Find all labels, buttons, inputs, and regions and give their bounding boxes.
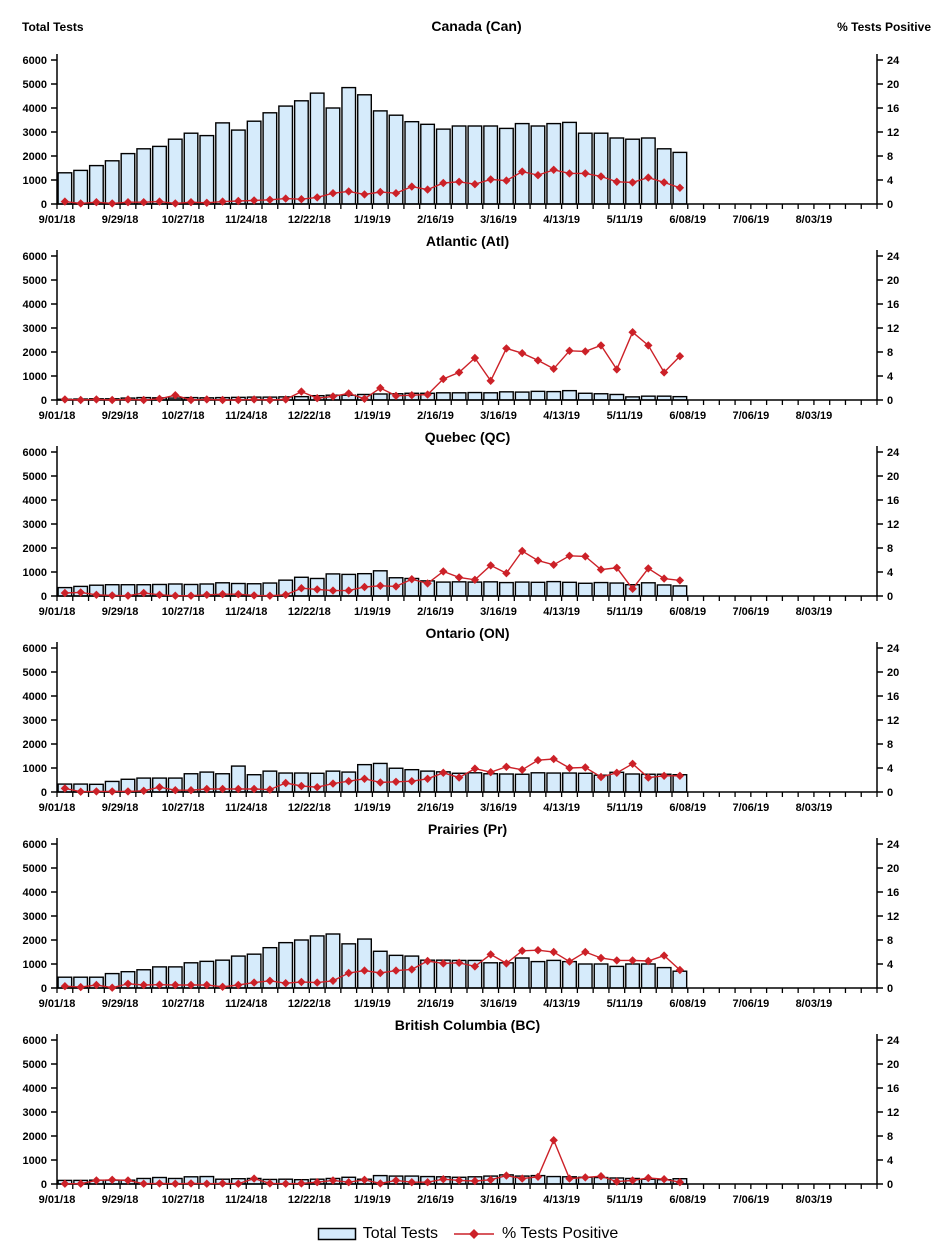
svg-text:1/19/19: 1/19/19 [354,998,391,1010]
svg-text:1/19/19: 1/19/19 [354,606,391,618]
svg-text:20: 20 [887,79,900,91]
svg-text:8/03/19: 8/03/19 [795,1194,833,1206]
svg-text:4/13/19: 4/13/19 [543,606,580,618]
svg-text:7/06/19: 7/06/19 [732,802,770,814]
legend [0,1210,935,1256]
chart-panel-british-columbia [0,1014,935,1210]
svg-text:5/11/19: 5/11/19 [606,802,643,814]
svg-text:6000: 6000 [22,643,47,655]
svg-text:9/01/18: 9/01/18 [38,998,76,1010]
svg-text:3/16/19: 3/16/19 [480,802,517,814]
svg-text:9/29/18: 9/29/18 [101,1194,139,1206]
svg-text:5/11/19: 5/11/19 [606,998,643,1010]
svg-text:16: 16 [887,299,900,311]
svg-text:8/03/19: 8/03/19 [795,410,833,422]
svg-text:2/16/19: 2/16/19 [417,606,454,618]
svg-text:9/01/18: 9/01/18 [38,410,76,422]
svg-text:12: 12 [887,519,900,531]
svg-text:4000: 4000 [22,691,47,703]
svg-text:8: 8 [887,935,894,947]
legend-label-total-tests: Total Tests [362,1225,439,1242]
svg-text:10/27/18: 10/27/18 [161,1194,205,1206]
chart-title-british-columbia: British Columbia (BC) [394,1017,541,1033]
svg-text:12/22/18: 12/22/18 [287,1194,331,1206]
svg-text:2000: 2000 [22,935,47,947]
svg-text:24: 24 [887,1035,900,1047]
svg-text:0: 0 [887,787,894,799]
svg-text:1000: 1000 [22,959,47,971]
svg-text:9/29/18: 9/29/18 [101,214,139,226]
svg-text:2/16/19: 2/16/19 [417,998,454,1010]
svg-text:10/27/18: 10/27/18 [161,214,205,226]
chart-panel-prairies [0,818,935,1014]
svg-text:1000: 1000 [22,567,47,579]
svg-text:4/13/19: 4/13/19 [543,214,580,226]
svg-text:5000: 5000 [22,471,47,483]
svg-text:9/29/18: 9/29/18 [101,606,139,618]
svg-text:5000: 5000 [22,275,47,287]
svg-text:3000: 3000 [22,715,47,727]
left-axis-title: Total Tests [22,20,84,34]
svg-text:2000: 2000 [22,347,47,359]
svg-text:4/13/19: 4/13/19 [543,1194,580,1206]
svg-text:16: 16 [887,495,900,507]
svg-text:24: 24 [887,839,900,851]
svg-text:12/22/18: 12/22/18 [287,214,331,226]
svg-text:7/06/19: 7/06/19 [732,1194,770,1206]
svg-text:7/06/19: 7/06/19 [732,410,770,422]
svg-text:9/01/18: 9/01/18 [38,802,76,814]
svg-text:11/24/18: 11/24/18 [225,214,268,226]
svg-text:8/03/19: 8/03/19 [795,802,833,814]
svg-text:2000: 2000 [22,739,47,751]
svg-text:5000: 5000 [22,1059,47,1071]
chart-panel-atlantic [0,230,935,426]
svg-text:5/11/19: 5/11/19 [606,1194,643,1206]
svg-text:7/06/19: 7/06/19 [732,214,770,226]
svg-text:1/19/19: 1/19/19 [354,1194,391,1206]
svg-text:10/27/18: 10/27/18 [161,998,205,1010]
svg-text:16: 16 [887,1083,900,1095]
svg-text:4: 4 [887,175,894,187]
svg-text:4: 4 [887,1155,894,1167]
chart-header-row [0,0,935,34]
svg-text:5/11/19: 5/11/19 [606,214,643,226]
svg-text:2/16/19: 2/16/19 [417,410,454,422]
chart-panel-ontario [0,622,935,818]
svg-text:0: 0 [40,591,47,603]
svg-text:9/29/18: 9/29/18 [101,410,139,422]
svg-text:20: 20 [887,667,900,679]
svg-text:0: 0 [887,395,894,407]
svg-text:8: 8 [887,739,894,751]
right-axis-title: % Tests Positive [837,20,931,34]
svg-text:2/16/19: 2/16/19 [417,802,454,814]
svg-text:9/01/18: 9/01/18 [38,1194,76,1206]
svg-text:6/08/19: 6/08/19 [669,1194,707,1206]
chart-quebec [0,426,935,622]
svg-text:6/08/19: 6/08/19 [669,214,707,226]
svg-text:8/03/19: 8/03/19 [795,214,833,226]
svg-text:4: 4 [887,959,894,971]
chart-panel-quebec [0,426,935,622]
svg-text:0: 0 [40,787,47,799]
svg-text:4000: 4000 [22,1083,47,1095]
svg-text:2000: 2000 [22,1131,47,1143]
svg-text:12: 12 [887,127,900,139]
svg-text:20: 20 [887,863,900,875]
svg-text:0: 0 [887,199,894,211]
chart-title-ontario: Ontario (ON) [425,625,510,641]
legend-item-pct-positive [452,1225,618,1243]
svg-text:20: 20 [887,1059,900,1071]
svg-text:9/29/18: 9/29/18 [101,998,139,1010]
svg-text:8: 8 [887,151,894,163]
svg-text:0: 0 [887,591,894,603]
svg-text:0: 0 [40,983,47,995]
svg-text:12/22/18: 12/22/18 [287,998,331,1010]
svg-text:4000: 4000 [22,299,47,311]
svg-text:24: 24 [887,643,900,655]
svg-text:24: 24 [887,55,900,67]
svg-text:1/19/19: 1/19/19 [354,802,391,814]
chart-title-quebec: Quebec (QC) [424,429,511,445]
svg-text:12: 12 [887,715,900,727]
svg-text:3000: 3000 [22,911,47,923]
svg-text:9/29/18: 9/29/18 [101,802,139,814]
svg-text:10/27/18: 10/27/18 [161,802,205,814]
svg-text:6000: 6000 [22,55,47,67]
svg-text:4/13/19: 4/13/19 [543,410,580,422]
svg-text:3000: 3000 [22,1107,47,1119]
svg-text:0: 0 [887,1179,894,1191]
svg-text:4: 4 [887,371,894,383]
svg-text:5000: 5000 [22,863,47,875]
svg-text:4000: 4000 [22,887,47,899]
svg-text:5/11/19: 5/11/19 [606,410,643,422]
svg-text:16: 16 [887,887,900,899]
svg-text:12: 12 [887,1107,900,1119]
svg-text:1000: 1000 [22,1155,47,1167]
line-diamond-swatch-icon [452,1227,496,1241]
svg-text:2000: 2000 [22,151,47,163]
svg-text:0: 0 [40,199,47,211]
svg-text:9/01/18: 9/01/18 [38,606,76,618]
svg-text:8: 8 [887,1131,894,1143]
svg-text:2/16/19: 2/16/19 [417,1194,454,1206]
svg-text:1000: 1000 [22,175,47,187]
chart-canada [0,34,935,230]
svg-text:12/22/18: 12/22/18 [287,606,331,618]
legend-item-total-tests [317,1225,438,1243]
chart-title-canada: Canada (Can) [431,18,522,34]
svg-text:4/13/19: 4/13/19 [543,998,580,1010]
chart-ontario [0,622,935,818]
svg-text:2000: 2000 [22,543,47,555]
svg-text:1000: 1000 [22,763,47,775]
svg-text:3/16/19: 3/16/19 [480,606,517,618]
svg-text:24: 24 [887,251,900,263]
svg-text:11/24/18: 11/24/18 [225,410,268,422]
svg-text:10/27/18: 10/27/18 [161,606,205,618]
svg-text:4/13/19: 4/13/19 [543,802,580,814]
svg-text:6000: 6000 [22,839,47,851]
svg-text:10/27/18: 10/27/18 [161,410,205,422]
svg-text:24: 24 [887,447,900,459]
svg-text:12: 12 [887,911,900,923]
svg-text:6/08/19: 6/08/19 [669,606,707,618]
chart-panel-canada [0,34,935,230]
svg-text:4: 4 [887,567,894,579]
svg-text:5000: 5000 [22,667,47,679]
bar-swatch-icon [317,1227,357,1241]
svg-text:4000: 4000 [22,103,47,115]
svg-text:20: 20 [887,275,900,287]
svg-text:5/11/19: 5/11/19 [606,606,643,618]
svg-text:3000: 3000 [22,323,47,335]
svg-text:20: 20 [887,471,900,483]
chart-title-prairies: Prairies (Pr) [427,821,508,837]
svg-text:6/08/19: 6/08/19 [669,802,707,814]
svg-text:11/24/18: 11/24/18 [225,1194,268,1206]
svg-text:5000: 5000 [22,79,47,91]
legend-label-pct-positive: % Tests Positive [502,1225,619,1242]
svg-text:4: 4 [887,763,894,775]
svg-text:3000: 3000 [22,519,47,531]
svg-text:9/01/18: 9/01/18 [38,214,76,226]
chart-title-atlantic: Atlantic (Atl) [425,233,510,249]
svg-text:11/24/18: 11/24/18 [225,802,268,814]
svg-text:1/19/19: 1/19/19 [354,214,391,226]
svg-text:2/16/19: 2/16/19 [417,214,454,226]
svg-text:3/16/19: 3/16/19 [480,998,517,1010]
svg-text:0: 0 [887,983,894,995]
svg-text:12/22/18: 12/22/18 [287,802,331,814]
svg-text:6000: 6000 [22,447,47,459]
svg-text:3/16/19: 3/16/19 [480,214,517,226]
svg-text:0: 0 [40,395,47,407]
svg-text:6/08/19: 6/08/19 [669,410,707,422]
svg-text:12: 12 [887,323,900,335]
chart-prairies [0,818,935,1014]
svg-text:3/16/19: 3/16/19 [480,410,517,422]
svg-text:7/06/19: 7/06/19 [732,998,770,1010]
svg-text:6000: 6000 [22,1035,47,1047]
svg-text:1/19/19: 1/19/19 [354,410,391,422]
svg-text:11/24/18: 11/24/18 [225,998,268,1010]
svg-text:8: 8 [887,543,894,555]
svg-text:16: 16 [887,691,900,703]
chart-atlantic [0,230,935,426]
svg-text:16: 16 [887,103,900,115]
svg-text:11/24/18: 11/24/18 [225,606,268,618]
svg-text:6/08/19: 6/08/19 [669,998,707,1010]
svg-text:8/03/19: 8/03/19 [795,998,833,1010]
svg-text:1000: 1000 [22,371,47,383]
svg-text:7/06/19: 7/06/19 [732,606,770,618]
svg-text:0: 0 [40,1179,47,1191]
svg-text:4000: 4000 [22,495,47,507]
svg-text:6000: 6000 [22,251,47,263]
svg-text:8/03/19: 8/03/19 [795,606,833,618]
svg-text:3/16/19: 3/16/19 [480,1194,517,1206]
svg-text:8: 8 [887,347,894,359]
chart-british-columbia [0,1014,935,1210]
svg-text:12/22/18: 12/22/18 [287,410,331,422]
svg-text:3000: 3000 [22,127,47,139]
